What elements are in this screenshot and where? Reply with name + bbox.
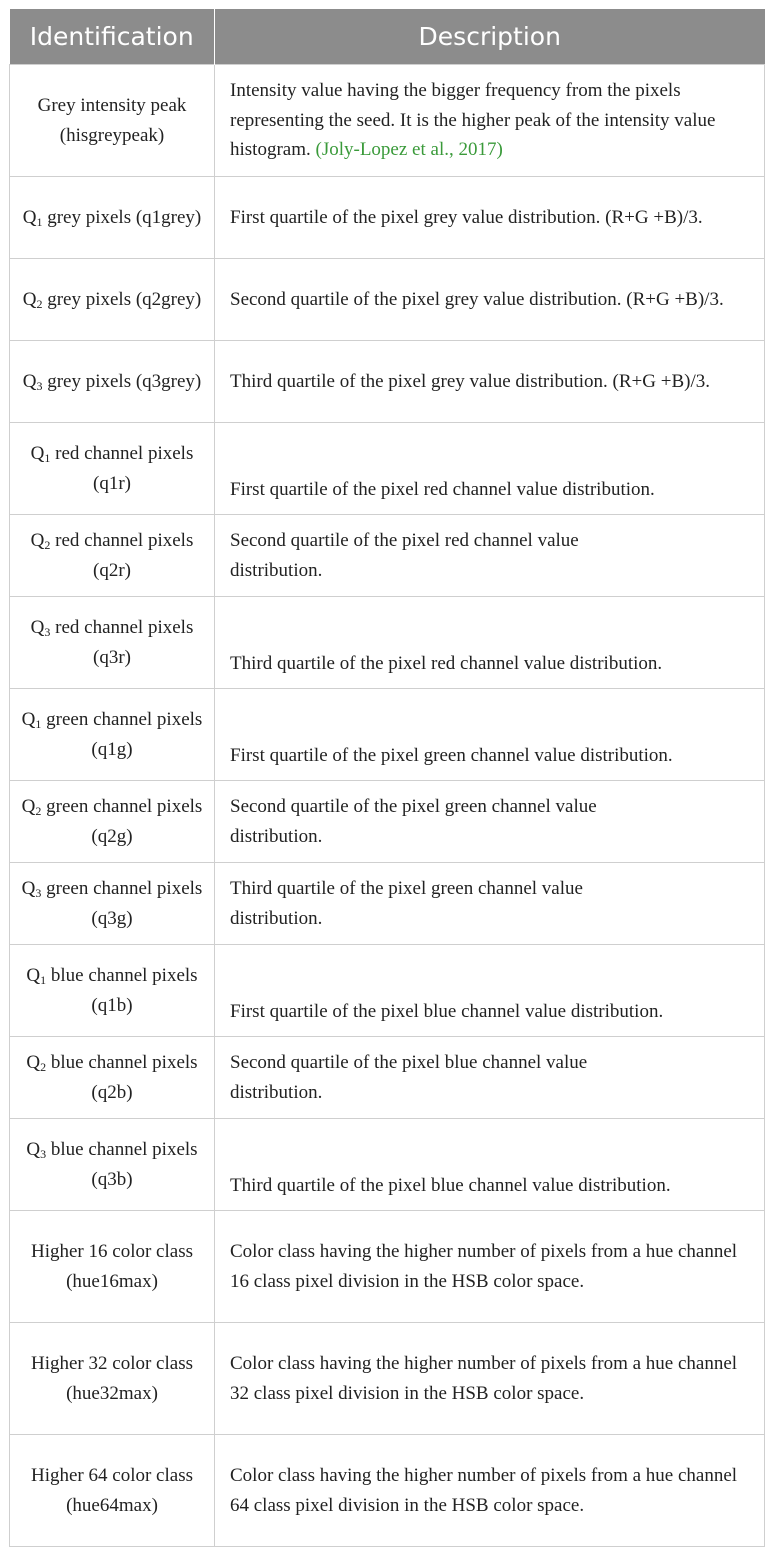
identification-cell bbox=[10, 689, 215, 781]
table-row bbox=[10, 515, 765, 597]
table-row bbox=[10, 259, 765, 341]
quartile-q: Q bbox=[30, 530, 45, 551]
description-cell: First quartile of the pixel red channel value distribution. bbox=[215, 423, 765, 515]
quartile-subscript: 3 bbox=[35, 886, 42, 900]
description-cell: Color class having the higher number of pixels from a hue channel 16 class pixel division in the HSB color space. bbox=[215, 1211, 765, 1323]
description-cell: Color class having the higher number of pixels from a hue channel 32 class pixel division in the HSB color space. bbox=[215, 1323, 765, 1435]
identification-cell bbox=[10, 177, 215, 259]
identification-cell bbox=[10, 1037, 215, 1119]
feature-table bbox=[9, 9, 765, 1547]
description-cell: Third quartile of the pixel grey value distribution. (R+G +B)/3. bbox=[215, 341, 765, 423]
identification-label: red channel pixels (q2r) bbox=[50, 530, 194, 581]
description-cell: First quartile of the pixel green channel value distribution. bbox=[215, 689, 765, 781]
identification-label: grey pixels (q2grey) bbox=[42, 288, 202, 310]
identification-label: grey pixels (q3grey) bbox=[42, 370, 202, 392]
quartile-q: Q bbox=[22, 288, 37, 310]
quartile-q: Q bbox=[22, 206, 37, 228]
quartile-subscript: 2 bbox=[44, 538, 51, 552]
identification-label: blue channel pixels (q2b) bbox=[46, 1052, 198, 1103]
identification-label: red channel pixels (q3r) bbox=[50, 617, 194, 668]
identification-label: green channel pixels (q1g) bbox=[41, 709, 203, 760]
identification-cell bbox=[10, 341, 215, 423]
identification-label: blue channel pixels (q1b) bbox=[46, 965, 198, 1016]
identification-label: blue channel pixels (q3b) bbox=[46, 1139, 198, 1190]
identification-label: Grey intensity peak (hisgreypeak) bbox=[37, 95, 187, 146]
table-row bbox=[10, 945, 765, 1037]
identification-label: green channel pixels (q2g) bbox=[41, 796, 203, 847]
table-row bbox=[10, 65, 765, 177]
description-cell: Third quartile of the pixel blue channel value distribution. bbox=[215, 1119, 765, 1211]
header-identification: Identification bbox=[10, 9, 215, 65]
description-cell bbox=[215, 65, 765, 177]
description-cell: First quartile of the pixel grey value distribution. (R+G +B)/3. bbox=[215, 177, 765, 259]
description-cell: Second quartile of the pixel blue channel value distribution. bbox=[215, 1037, 765, 1119]
quartile-subscript: 2 bbox=[35, 804, 42, 818]
quartile-q: Q bbox=[21, 796, 36, 817]
table-row bbox=[10, 781, 765, 863]
identification-cell bbox=[10, 65, 215, 177]
quartile-subscript: 1 bbox=[40, 973, 47, 987]
table-row bbox=[10, 1119, 765, 1211]
identification-cell bbox=[10, 863, 215, 945]
table-row bbox=[10, 423, 765, 515]
identification-cell bbox=[10, 423, 215, 515]
table-row bbox=[10, 1435, 765, 1547]
quartile-subscript: 1 bbox=[44, 451, 51, 465]
identification-label: red channel pixels (q1r) bbox=[50, 443, 194, 494]
quartile-subscript: 3 bbox=[40, 1147, 47, 1161]
description-text: Intensity value having the bigger frequency from the pixels representing the seed. It is the higher peak of the intensity value histogram. bbox=[230, 80, 716, 161]
quartile-subscript: 1 bbox=[36, 214, 43, 229]
table-row bbox=[10, 863, 765, 945]
identification-cell: Higher 64 color class (hue64max) bbox=[10, 1435, 215, 1547]
table-row bbox=[10, 1037, 765, 1119]
identification-cell: Higher 32 color class (hue32max) bbox=[10, 1323, 215, 1435]
table-row bbox=[10, 689, 765, 781]
table-row bbox=[10, 1211, 765, 1323]
quartile-subscript: 2 bbox=[36, 296, 43, 311]
quartile-q: Q bbox=[21, 709, 36, 730]
quartile-q: Q bbox=[26, 965, 41, 986]
identification-cell bbox=[10, 781, 215, 863]
description-cell: Second quartile of the pixel green channel value distribution. bbox=[215, 781, 765, 863]
table-row bbox=[10, 597, 765, 689]
quartile-q: Q bbox=[22, 370, 37, 392]
identification-cell: Higher 16 color class (hue16max) bbox=[10, 1211, 215, 1323]
identification-label: green channel pixels (q3g) bbox=[41, 878, 203, 929]
table-row bbox=[10, 1323, 765, 1435]
quartile-q: Q bbox=[26, 1052, 41, 1073]
identification-cell bbox=[10, 945, 215, 1037]
quartile-q: Q bbox=[30, 617, 45, 638]
identification-cell bbox=[10, 259, 215, 341]
header-row bbox=[10, 9, 765, 65]
quartile-subscript: 3 bbox=[44, 625, 51, 639]
citation-link[interactable]: (Joly-Lopez et al., 2017) bbox=[315, 139, 503, 161]
identification-label: grey pixels (q1grey) bbox=[42, 206, 202, 228]
description-cell: Third quartile of the pixel red channel value distribution. bbox=[215, 597, 765, 689]
identification-cell bbox=[10, 515, 215, 597]
table-row bbox=[10, 177, 765, 259]
description-cell: Third quartile of the pixel green channel value distribution. bbox=[215, 863, 765, 945]
header-description: Description bbox=[215, 9, 765, 65]
description-cell: First quartile of the pixel blue channel value distribution. bbox=[215, 945, 765, 1037]
description-cell: Color class having the higher number of pixels from a hue channel 64 class pixel division in the HSB color space. bbox=[215, 1435, 765, 1547]
quartile-subscript: 3 bbox=[36, 378, 43, 393]
description-cell: Second quartile of the pixel red channel value distribution. bbox=[215, 515, 765, 597]
identification-cell bbox=[10, 597, 215, 689]
identification-cell bbox=[10, 1119, 215, 1211]
quartile-subscript: 1 bbox=[35, 717, 42, 731]
table-row bbox=[10, 341, 765, 423]
quartile-q: Q bbox=[26, 1139, 41, 1160]
quartile-q: Q bbox=[21, 878, 36, 899]
quartile-q: Q bbox=[30, 443, 45, 464]
description-cell: Second quartile of the pixel grey value distribution. (R+G +B)/3. bbox=[215, 259, 765, 341]
quartile-subscript: 2 bbox=[40, 1060, 47, 1074]
